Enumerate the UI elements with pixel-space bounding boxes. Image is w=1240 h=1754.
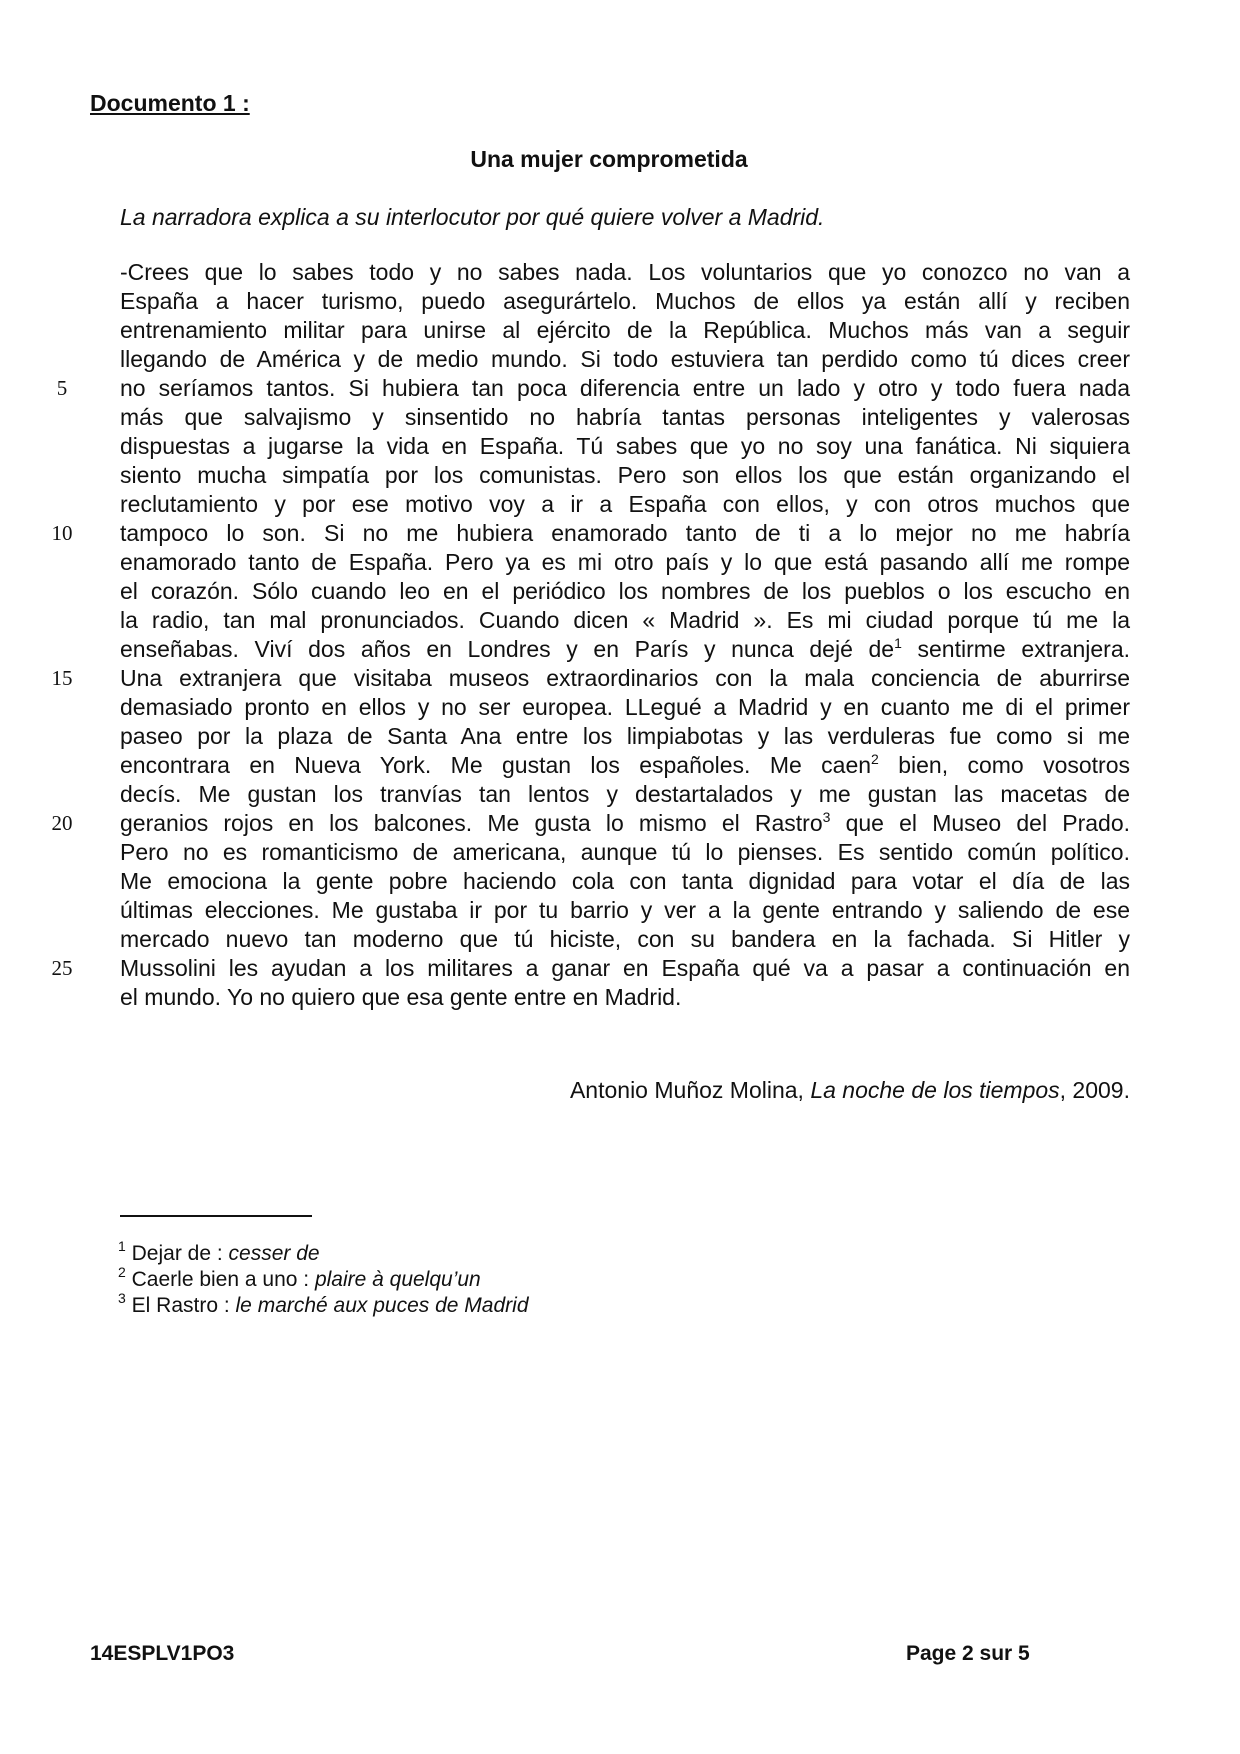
source-work-title: La noche de los tiempos xyxy=(810,1077,1060,1103)
line-number-10: 10 xyxy=(51,521,73,545)
footnote-mark-1: 1 xyxy=(118,1238,126,1254)
text-line-21: Pero no es romanticismo de americana, aunque tú lo pienses. Es sentido común político. xyxy=(120,839,1130,865)
text-line-15: Una extranjera que visitaba museos extraordinarios con la mala conciencia de aburrirse xyxy=(120,665,1130,691)
footnote-mark-2: 2 xyxy=(118,1264,126,1280)
text-line-14 xyxy=(120,635,1130,664)
text-line-6: más que salvajismo y sinsentido no habría tantas personas inteligentes y valerosas xyxy=(120,404,1130,430)
text-line-9: reclutamiento y por ese motivo voy a ir a España con ellos, y con otros muchos que xyxy=(120,491,1130,517)
text-line-12: el corazón. Sólo cuando leo en el periódico los nombres de los pueblos o los escucho en xyxy=(120,578,1130,604)
footnote-term-2: Caerle bien a uno : xyxy=(131,1268,315,1291)
footnote-term-3: El Rastro : xyxy=(131,1294,236,1317)
text-line-20-main: geranios rojos en los balcones. Me gusta lo mismo el Rastro xyxy=(120,810,823,836)
document-label: Documento 1 : xyxy=(90,90,250,116)
text-line-18-main: encontrara en Nueva York. Me gustan los españoles. Me caen xyxy=(120,752,872,778)
footnote-term-1: Dejar de : xyxy=(131,1242,229,1265)
footnote-translation-1: cesser de xyxy=(228,1242,320,1265)
text-line-19: decís. Me gustan los tranvías tan lentos y destartalados y me gustan las macetas de xyxy=(120,781,1130,807)
text-line-8: siento mucha simpatía por los comunistas. Pero son ellos los que están organizando el xyxy=(120,462,1130,488)
text-line-17: paseo por la plaza de Santa Ana entre los limpiabotas y las verduleras fue como si me xyxy=(120,723,1130,749)
text-line-2: España a hacer turismo, puedo asegurártelo. Muchos de ellos ya están allí y reciben xyxy=(120,288,1130,314)
footnote-divider xyxy=(120,1215,312,1217)
text-line-14-main: enseñabas. Viví dos años en Londres y en París y nunca dejé de xyxy=(120,636,895,662)
text-line-25: Mussolini les ayudan a los militares a ganar en España qué va a pasar a continuación en xyxy=(120,955,1130,981)
footnote-translation-3: le marché aux puces de Madrid xyxy=(235,1294,529,1317)
footnote-1 xyxy=(118,1238,320,1267)
source-citation xyxy=(570,1077,1130,1104)
footer-page-number: Page 2 sur 5 xyxy=(906,1642,1030,1665)
text-line-3: entrenamiento militar para unirse al ejército de la República. Muchos más van a seguir xyxy=(120,317,1130,343)
line-number-25: 25 xyxy=(51,956,73,980)
footnote-mark-3: 3 xyxy=(118,1290,126,1306)
footnote-ref-1: 1 xyxy=(894,635,902,651)
text-line-24: mercado nuevo tan moderno que tú hiciste, con su bandera en la fachada. Si Hitler y xyxy=(120,926,1130,952)
text-line-4: llegando de América y de medio mundo. Si todo estuviera tan perdido como tú dices creer xyxy=(120,346,1130,372)
text-line-10: tampoco lo son. Si no me hubiera enamorado tanto de ti a lo mejor no me habría xyxy=(120,520,1130,546)
footnote-ref-3: 3 xyxy=(822,809,831,825)
line-number-20: 20 xyxy=(51,811,73,835)
document-title: Una mujer comprometida xyxy=(470,146,748,172)
document-intro: La narradora explica a su interlocutor por qué quiere volver a Madrid. xyxy=(120,204,825,230)
line-number-15: 15 xyxy=(51,666,73,690)
text-line-18 xyxy=(120,751,1130,780)
text-line-23: últimas elecciones. Me gustaba ir por tu barrio y ver a la gente entrando y saliendo de ese xyxy=(120,897,1130,923)
text-line-5: no seríamos tantos. Si hubiera tan poca diferencia entre un lado y otro y todo fuera nada xyxy=(120,375,1130,401)
line-number-5: 5 xyxy=(56,376,68,400)
text-line-14-tail: sentirme extranjera. xyxy=(917,636,1131,662)
footnote-2 xyxy=(118,1264,481,1293)
text-line-18-tail: bien, como vosotros xyxy=(898,752,1130,778)
text-line-11: enamorado tanto de España. Pero ya es mi otro país y lo que está pasando allí me rompe xyxy=(120,549,1130,575)
text-line-22: Me emociona la gente pobre haciendo cola con tanta dignidad para votar el día de las xyxy=(120,868,1130,894)
source-year: , 2009. xyxy=(1059,1077,1130,1103)
footnote-ref-2: 2 xyxy=(871,751,879,767)
text-line-7: dispuestas a jugarse la vida en España. Tú sabes que yo no soy una fanática. Ni siquiera xyxy=(120,433,1130,459)
footnote-translation-2: plaire à quelqu’un xyxy=(314,1268,481,1291)
text-line-16: demasiado pronto en ellos y no ser europea. LLegué a Madrid y en cuanto me di el primer xyxy=(120,694,1130,720)
text-line-1: -Crees que lo sabes todo y no sabes nada. Los voluntarios que yo conozco no van a xyxy=(120,259,1130,285)
text-line-13: la radio, tan mal pronunciados. Cuando dicen « Madrid ». Es mi ciudad porque tú me la xyxy=(120,607,1130,633)
footnote-3 xyxy=(118,1290,529,1319)
text-line-20-tail: que el Museo del Prado. xyxy=(845,810,1131,836)
footer-exam-code: 14ESPLV1PO3 xyxy=(90,1642,235,1665)
text-line-26: el mundo. Yo no quiero que esa gente entre en Madrid. xyxy=(120,984,682,1010)
source-author: Antonio Muñoz Molina, xyxy=(569,1077,811,1103)
text-line-20 xyxy=(120,809,1130,838)
